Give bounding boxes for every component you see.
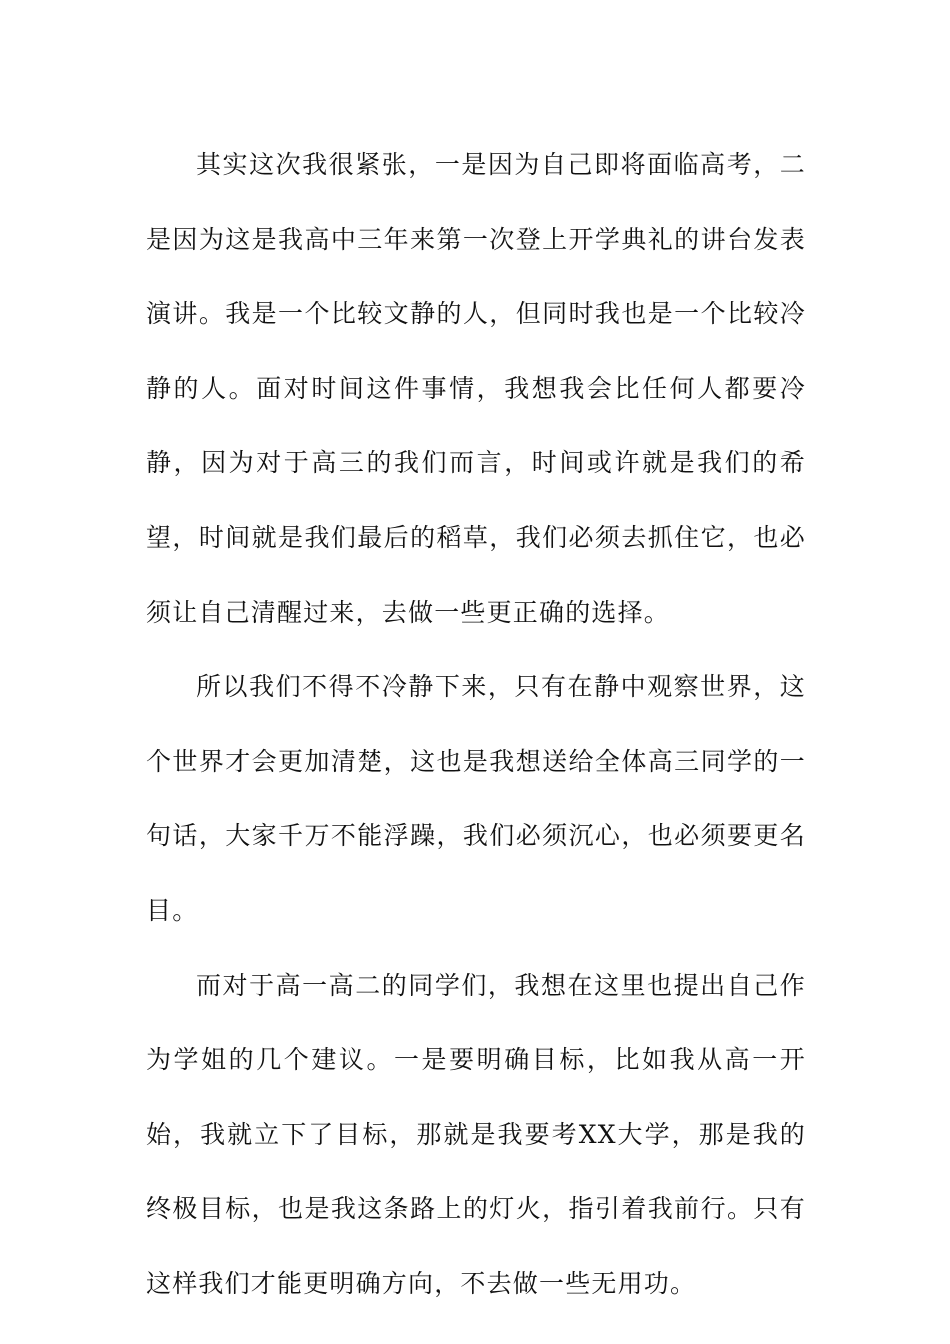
document-body <box>146 128 806 1322</box>
paragraph-1: 其实这次我很紧张，一是因为自己即将面临高考，二是因为这是我高中三年来第一次登上开学典礼的讲台发表演讲。我是一个比较文静的人，但同时我也是一个比较冷静的人。面对时间这件事情，我想我会比任何人都要冷静，因为对于高三的我们而言，时间或许就是我们的希望，时间就是我们最后的稻草，我们必须去抓住它，也必须让自己清醒过来，去做一些更正确的选择。 <box>146 150 806 627</box>
paragraph-3: 而对于高一高二的同学们，我想在这里也提出自己作为学姐的几个建议。一是要明确目标，比如我从高一开始，我就立下了目标，那就是我要考XX大学，那是我的终极目标，也是我这条路上的灯火，指引着我前行。只有这样我们才能更明确方向，不去做一些无用功。 <box>146 970 806 1298</box>
paragraph-2: 所以我们不得不冷静下来，只有在静中观察世界，这个世界才会更加清楚，这也是我想送给全体高三同学的一句话，大家千万不能浮躁，我们必须沉心，也必须要更名目。 <box>146 672 806 925</box>
